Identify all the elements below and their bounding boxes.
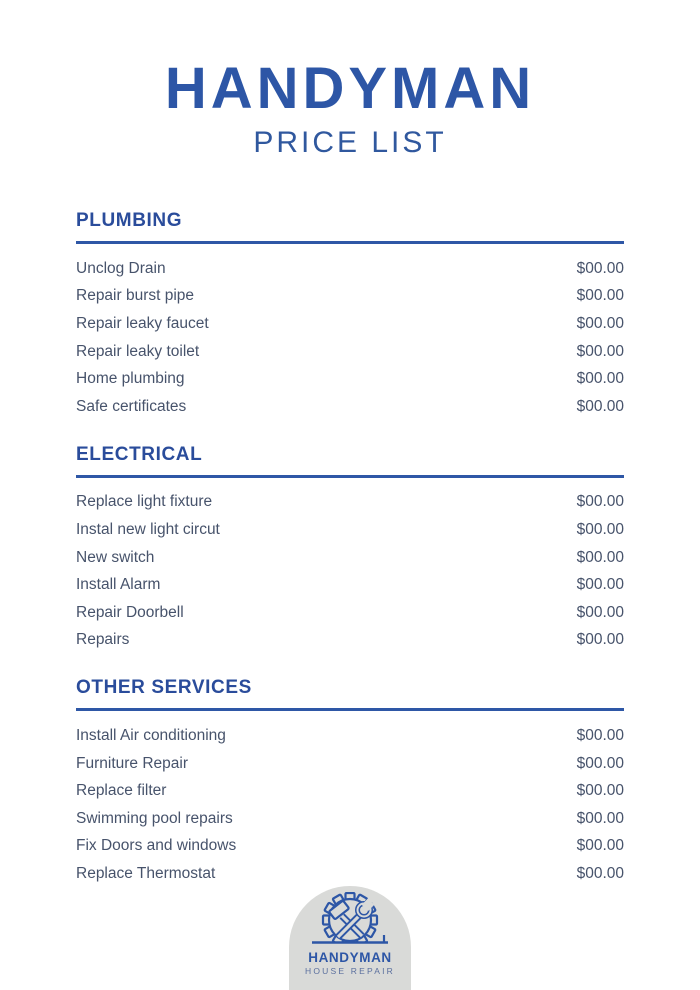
- service-label: Unclog Drain: [76, 259, 166, 277]
- price-row: [76, 393, 624, 421]
- service-label: Replace Thermostat: [76, 864, 216, 882]
- price-row: [76, 255, 624, 283]
- service-label: Safe certificates: [76, 397, 187, 415]
- service-label: Instal new light circut: [76, 520, 220, 538]
- section-heading: OTHER SERVICES: [76, 677, 252, 699]
- service-price: $00.00: [576, 370, 624, 388]
- service-label: Replace light fixture: [76, 493, 213, 511]
- service-price: $00.00: [576, 314, 624, 332]
- service-label: Replace filter: [76, 782, 167, 800]
- logo-badge: [289, 886, 411, 990]
- price-row: [76, 627, 624, 655]
- service-label: Fix Doors and windows: [76, 837, 237, 855]
- price-row: [76, 860, 624, 888]
- service-price: $00.00: [576, 576, 624, 594]
- service-price: $00.00: [576, 493, 624, 511]
- price-row: [76, 571, 624, 599]
- logo-tagline: HOUSE REPAIR: [304, 965, 395, 976]
- section-divider: [76, 241, 624, 244]
- price-sections: [76, 210, 624, 888]
- service-label: Repair leaky faucet: [76, 314, 209, 332]
- price-row: [76, 599, 624, 627]
- price-row: [76, 283, 624, 311]
- service-price: $00.00: [576, 548, 624, 566]
- service-price: $00.00: [576, 809, 624, 827]
- service-price: $00.00: [576, 520, 624, 538]
- service-label: Install Alarm: [76, 576, 161, 594]
- service-price: $00.00: [576, 259, 624, 277]
- price-row: [76, 544, 624, 572]
- section-heading: PLUMBING: [76, 210, 183, 231]
- price-row: [76, 750, 624, 778]
- service-price: $00.00: [576, 837, 624, 855]
- service-price: $00.00: [576, 603, 624, 621]
- price-row: [76, 365, 624, 393]
- gear-tools-icon: [302, 892, 398, 950]
- service-label: Repair leaky toilet: [76, 342, 200, 360]
- service-price: $00.00: [576, 754, 624, 772]
- section-electrical: [76, 444, 624, 655]
- price-row: [76, 516, 624, 544]
- price-row: [76, 310, 624, 338]
- service-label: New switch: [76, 548, 155, 566]
- section-other-services: [76, 677, 624, 888]
- service-price: $00.00: [576, 342, 624, 360]
- header: [0, 0, 700, 160]
- service-price: $00.00: [576, 631, 624, 649]
- section-plumbing: [76, 210, 624, 421]
- section-heading: ELECTRICAL: [76, 443, 203, 465]
- page-title: HANDYMAN: [164, 56, 536, 121]
- service-price: $00.00: [576, 287, 624, 305]
- service-label: Swimming pool repairs: [76, 809, 233, 827]
- price-row: [76, 338, 624, 366]
- service-label: Repairs: [76, 631, 130, 649]
- logo-name: HANDYMAN: [308, 950, 392, 965]
- service-price: $00.00: [576, 397, 624, 415]
- service-label: Home plumbing: [76, 370, 185, 388]
- service-price: $00.00: [576, 726, 624, 744]
- price-row: [76, 833, 624, 861]
- service-label: Install Air conditioning: [76, 726, 226, 744]
- service-price: $00.00: [576, 864, 624, 882]
- service-label: Furniture Repair: [76, 754, 188, 772]
- section-divider: [76, 475, 624, 478]
- section-divider: [76, 708, 624, 711]
- page-subtitle: PRICE LIST: [253, 126, 447, 159]
- price-row: [76, 777, 624, 805]
- service-label: Repair Doorbell: [76, 603, 184, 621]
- service-label: Repair burst pipe: [76, 287, 195, 305]
- price-row: [76, 805, 624, 833]
- service-price: $00.00: [576, 782, 624, 800]
- price-row: [76, 489, 624, 517]
- price-row: [76, 722, 624, 750]
